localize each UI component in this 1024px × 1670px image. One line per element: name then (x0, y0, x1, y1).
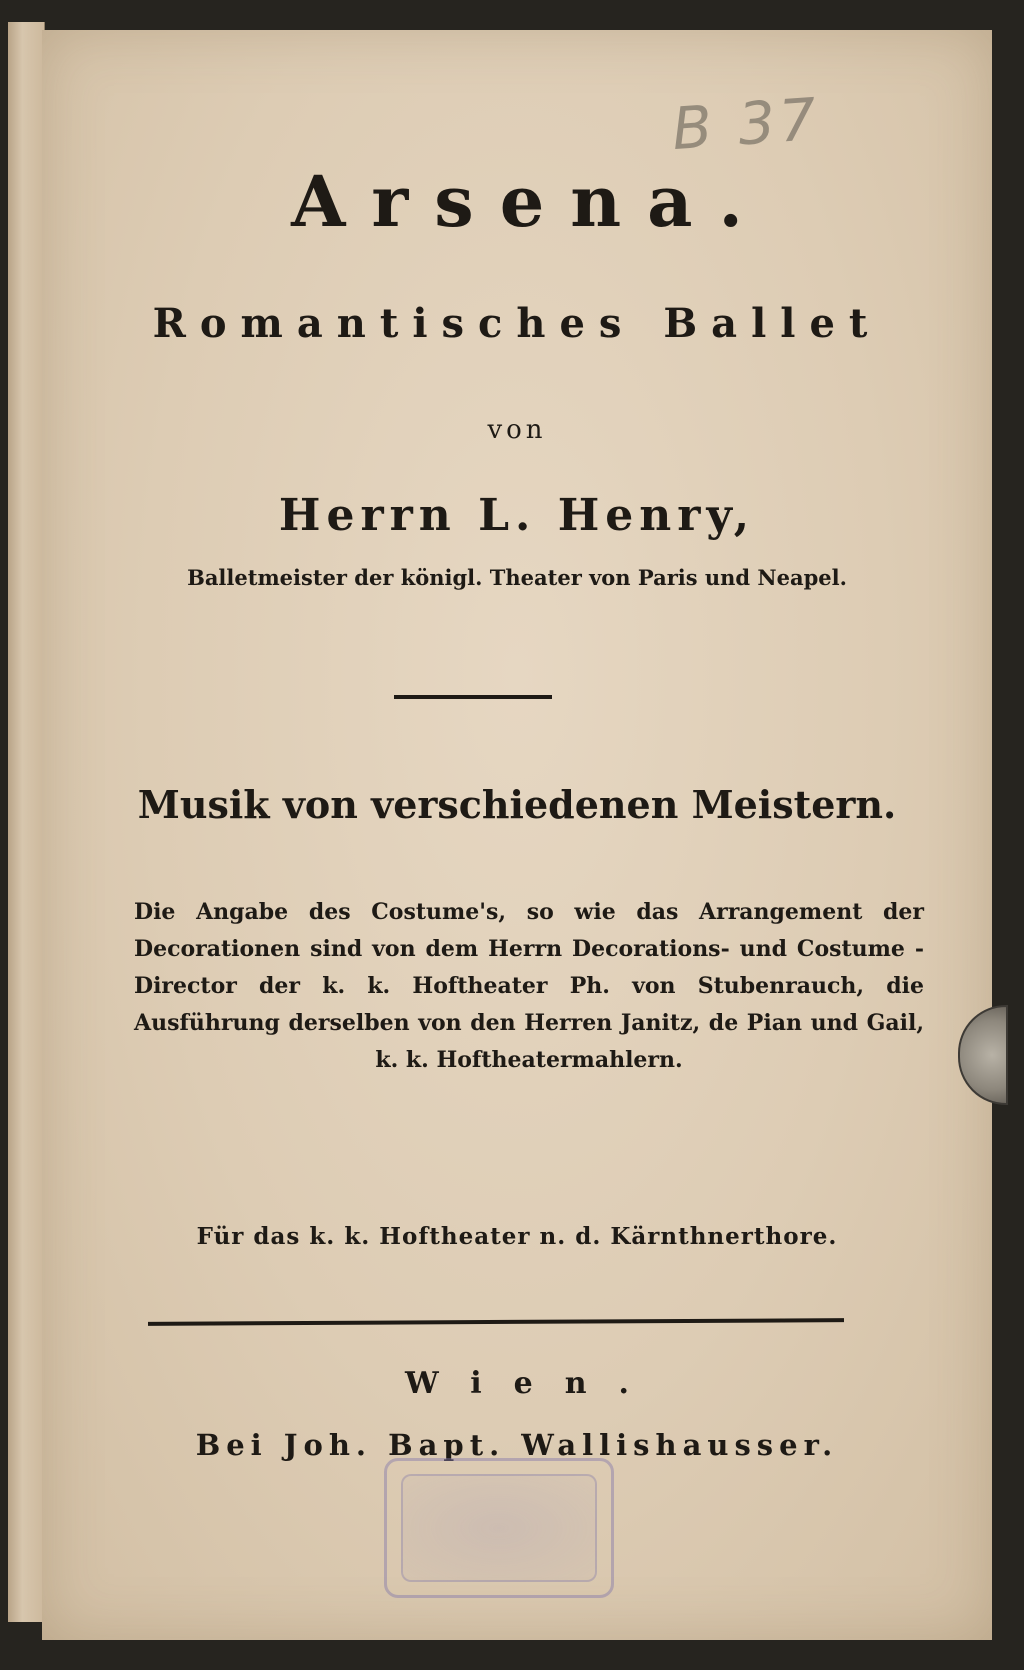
page-clip (958, 1005, 1008, 1105)
imprint-publisher: Bei Joh. Bapt. Wallishausser. (195, 1428, 839, 1462)
page-subtitle: Romantisches Ballet (152, 300, 882, 347)
production-credits: Die Angabe des Costume's, so wie das Arrangement der Decorationen sind von dem Herrn Decorations- und Costume - Director der k. k. Hoftheater Ph. von Stubenrauch, die Ausführung derselben von den Herren Janitz, de Pian und Gail, k. k. Hoftheatermahlern. (134, 899, 924, 1073)
author-role: Balletmeister der königl. Theater von Paris und Neapel. (187, 565, 847, 590)
imprint-city: Wien. (405, 1366, 661, 1401)
by-line: von (487, 415, 547, 445)
library-stamp (384, 1458, 614, 1598)
author-name: Herrn L. Henry, (278, 490, 756, 541)
theater-line: Für das k. k. Hoftheater n. d. Kärnthnerthore. (196, 1223, 838, 1250)
music-credit: Musik von verschiedenen Meistern. (137, 782, 897, 827)
page-title: Arsena. (291, 160, 769, 243)
long-divider (148, 1318, 844, 1326)
library-stamp-inner (401, 1474, 597, 1582)
pencil-shelfmark: B 37 (669, 84, 823, 164)
adjacent-page-edge (8, 22, 45, 1622)
short-divider (394, 695, 552, 699)
title-page (42, 30, 992, 1640)
